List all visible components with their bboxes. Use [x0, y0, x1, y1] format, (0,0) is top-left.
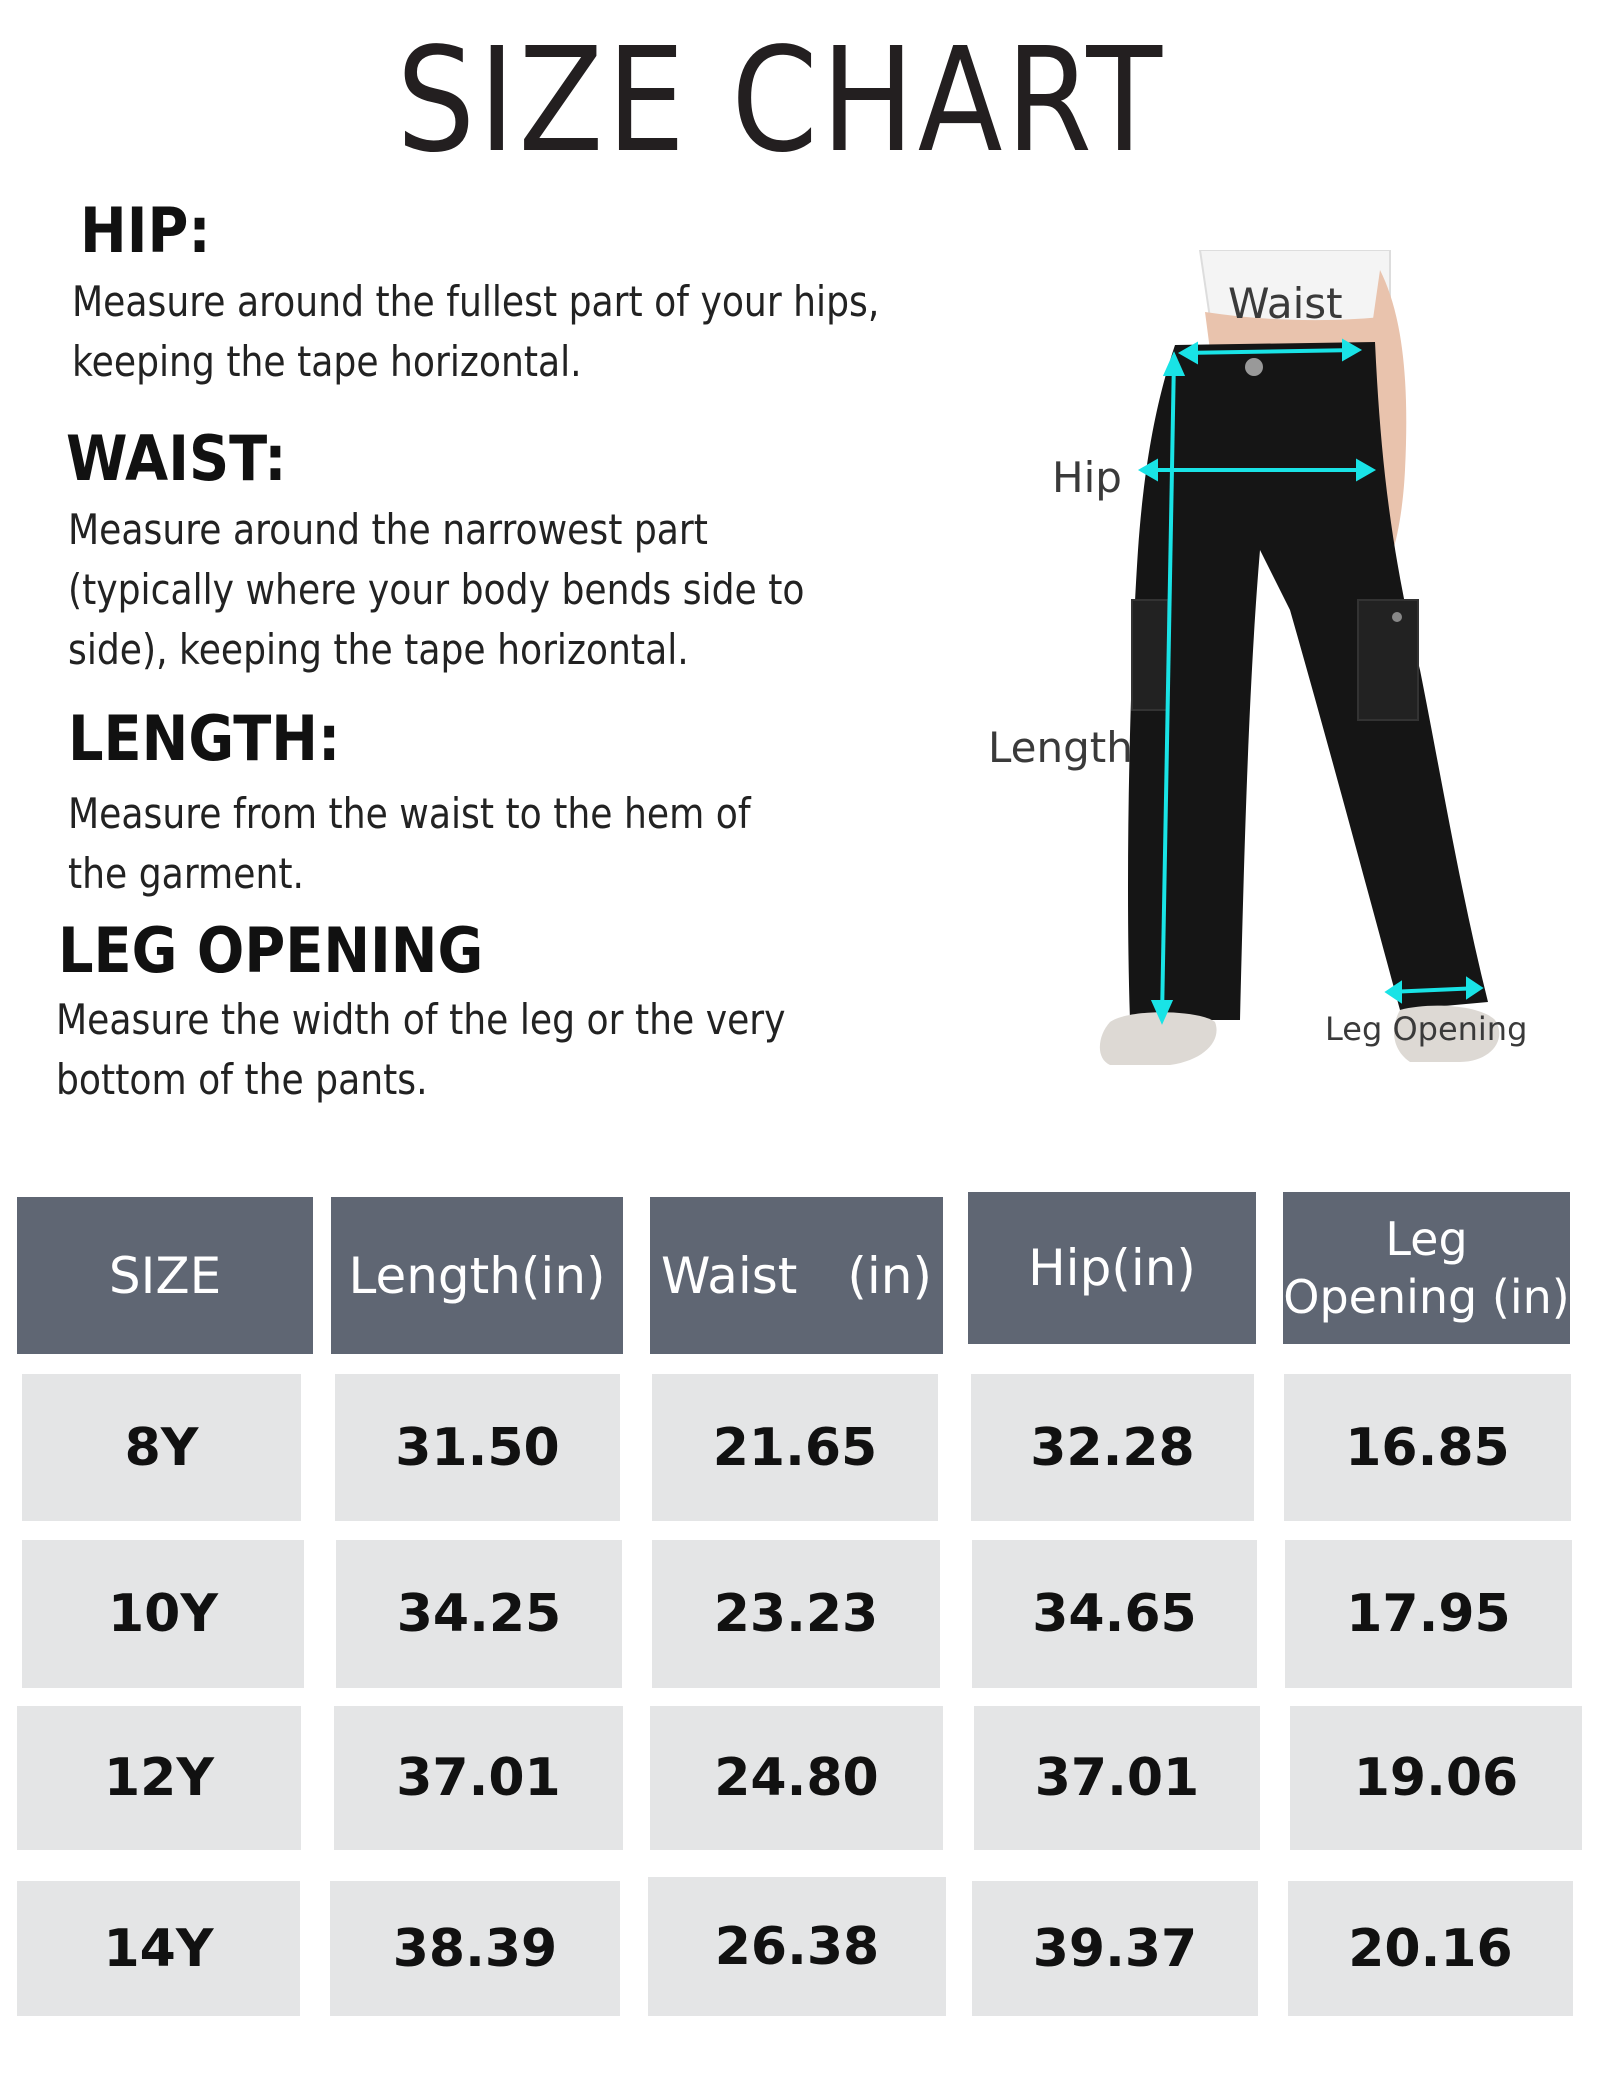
table-cell-length: 37.01	[334, 1706, 623, 1850]
table-cell-leg-opening: 17.95	[1285, 1540, 1572, 1688]
figure-label-hip: Hip	[1052, 453, 1122, 502]
table-cell-waist: 21.65	[652, 1374, 938, 1521]
table-cell-length: 38.39	[330, 1881, 620, 2016]
hip-description: Measure around the fullest part of your hips, keeping the tape horizontal.	[72, 277, 880, 386]
table-cell-hip: 34.65	[972, 1540, 1257, 1688]
leg-opening-heading: LEG OPENING	[58, 914, 484, 987]
table-header-hip: Hip(in)	[968, 1192, 1256, 1344]
table-header-size: SIZE	[17, 1197, 313, 1354]
page-title: SIZE CHART	[396, 16, 1166, 184]
figure-label-leg-opening: Leg Opening	[1325, 1010, 1528, 1048]
table-cell-waist: 23.23	[652, 1540, 940, 1688]
table-cell-hip: 37.01	[974, 1706, 1260, 1850]
pants-illustration	[960, 250, 1560, 1090]
figure-label-length: Length	[988, 723, 1133, 772]
table-cell-hip: 39.37	[972, 1881, 1258, 2016]
length-description: Measure from the waist to the hem of the garment.	[68, 789, 751, 898]
table-cell-leg-opening: 19.06	[1290, 1706, 1582, 1850]
waist-heading: WAIST:	[66, 422, 287, 495]
table-cell-leg-opening: 20.16	[1288, 1881, 1573, 2016]
hip-heading: HIP:	[80, 194, 211, 267]
table-cell-size: 14Y	[17, 1881, 300, 2016]
waist-description: Measure around the narrowest part (typically where your body bends side to side), keeping the tape horizontal.	[68, 505, 805, 674]
leg-opening-description: Measure the width of the leg or the very bottom of the pants.	[56, 995, 786, 1104]
table-cell-size: 12Y	[17, 1706, 301, 1850]
table-cell-length: 34.25	[336, 1540, 622, 1688]
table-cell-size: 10Y	[22, 1540, 304, 1688]
table-header-waist: Waist (in)	[650, 1197, 943, 1354]
pants-measurement-figure	[960, 250, 1560, 1090]
table-cell-leg-opening: 16.85	[1284, 1374, 1571, 1521]
table-header-leg-opening: Leg Opening (in)	[1283, 1192, 1570, 1344]
table-cell-hip: 32.28	[971, 1374, 1254, 1521]
table-cell-waist: 24.80	[650, 1706, 943, 1850]
table-cell-length: 31.50	[335, 1374, 620, 1521]
figure-label-waist: Waist	[1228, 279, 1343, 328]
table-cell-size: 8Y	[22, 1374, 301, 1521]
table-header-length: Length(in)	[331, 1197, 623, 1354]
length-heading: LENGTH:	[68, 702, 341, 775]
table-cell-waist: 26.38	[648, 1877, 946, 2016]
